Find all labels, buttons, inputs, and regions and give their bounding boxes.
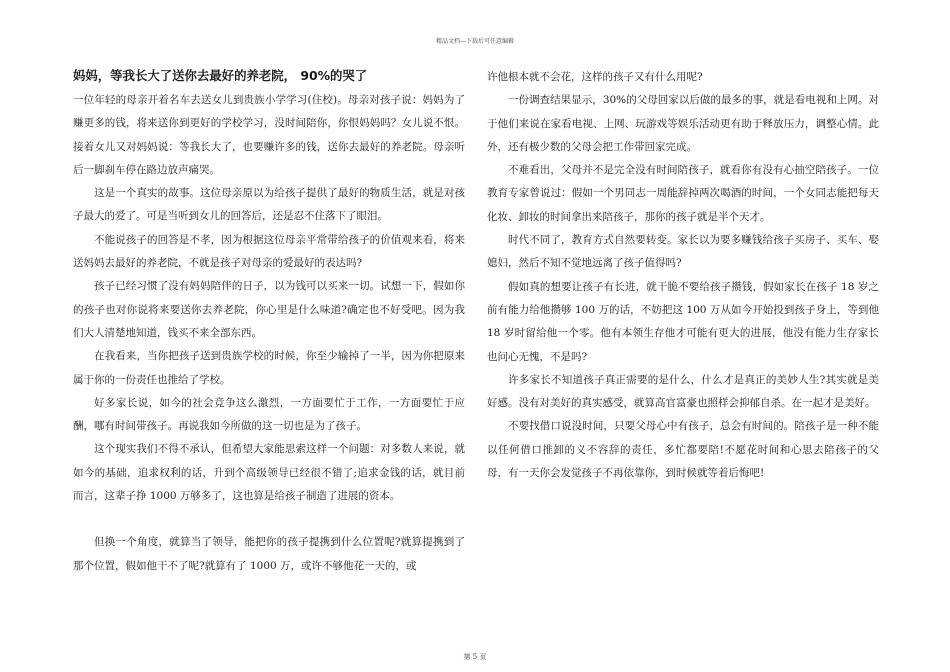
paragraph: 时代不同了，教育方式自然要转变。家长以为要多赚钱给孩子买房子、买车、娶媳妇，然后不知不觉地远离了孩子值得吗? <box>487 234 879 270</box>
paragraph: 许他根本就不会花，这样的孩子又有什么用呢? <box>487 71 703 83</box>
paragraph: 这个现实我们不得不承认，但希望大家能思索这样一个问题：对多数人来说，就如今的基础，追求权利的话，升到个高级领导已经很不错了;追求金钱的话，就目前而言，这辈子挣 1000 万够多了，这也算是给孩子制造了进展的资本。 <box>73 443 465 503</box>
right-column <box>487 66 879 485</box>
paragraph: 但换一个角度，就算当了领导，能把你的孩子提携到什么位置呢?就算提携到了那个位置，假如他干不了呢?就算有了 1000 万，或许不够他花一天的，或 <box>73 536 465 572</box>
paragraph: 许多家长不知道孩子真正需要的是什么，什么才是真正的美妙人生?其实就是美好感。没有对美好的真实感受，就算高官富豪也照样会抑郁自杀。在一起才是美好。 <box>487 373 879 410</box>
left-column <box>73 66 465 578</box>
paragraph: 假如真的想要让孩子有长进，就干脆不要给孩子攒钱，假如家长在孩子 18 岁之前有能力给他攒够 100 万的话，不妨把这 100 万从如今开始投到孩子身上，等到他 18 岁时留给他一个零。他有本领生存他才可能有更大的进展，他没有能力生存家长也问心无愧，不是吗? <box>487 280 879 363</box>
page-number: 第 5 页 <box>463 653 487 661</box>
paragraph: 这是一个真实的故事。这位母亲原以为给孩子提供了最好的物质生活，就是对孩子最大的爱了。可是当听到女儿的回答后，还是忍不住落下了眼泪。 <box>73 187 465 223</box>
paragraph: 一份调查结果显示，30%的父母回家以后做的最多的事，就是看电视和上网。对于他们来说在家看电视、上网、玩游戏等娱乐活动更有助于释放压力，调整心情。此外，还有极少数的父母会把工作带回家完成。 <box>487 94 879 153</box>
paragraph: 在我看来，当你把孩子送到贵族学校的时候，你至少输掉了一半，因为你把原来属于你的一份责任也推给了学校。 <box>73 350 465 386</box>
paragraph-gap <box>73 508 465 531</box>
paragraph: 一位年轻的母亲开着名车去送女儿到贵族小学学习(住校)。母亲对孩子说：妈妈为了赚更多的钱，将来送你到更好的学校学习，没时间陪你，你恨妈妈吗？女儿说不恨。接着女儿又对妈妈说：等我长大了，也要赚许多的钱，送你去最好的养老院。母亲听后一脚刹车停在路边放声痛哭。 <box>73 94 465 176</box>
paragraph: 不能说孩子的回答是不孝，因为根据这位母亲平常带给孩子的价值观来看，将来送妈妈去最好的养老院，不就是孩子对母亲的爱最好的表达吗? <box>73 233 465 270</box>
paragraph: 孩子已经习惯了没有妈妈陪伴的日子，以为钱可以买来一切。试想一下，假如你的孩子也对你说将来要送你去养老院，你心里是什么味道?确定也不好受吧。因为我们大人清楚地知道，钱买不来全部东西。 <box>73 280 465 339</box>
paragraph: 好多家长说，如今的社会竞争这么激烈，一方面要忙于工作，一方面要忙于应酬，哪有时间带孩子。再说我如今所做的这一切也是为了孩子。 <box>73 396 465 433</box>
paragraph: 不难看出，父母并不是完全没有时间陪孩子，就看你有没有心抽空陪孩子。一位教育专家曾说过：假如一个男同志一周能辞掉两次喝酒的时间，一个女同志能把每天化妆、卸妆的时间拿出来陪孩子，那你的孩子就是半个天才。 <box>487 164 879 223</box>
page-header: 精品文档---下载后可任意编辑 <box>435 38 515 45</box>
paragraph: 不要找借口说没时间，只要父母心中有孩子，总会有时间的。陪孩子是一种不能以任何借口推卸的义不容辞的责任，多忙都要陪!不愿花时间和心思去陪孩子的父母，有一天你会发觉孩子不再依靠你，到时候就等着后悔吧! <box>487 420 879 480</box>
article-title: 妈妈，等我长大了送你去最好的养老院， 90%的哭了 <box>73 68 368 83</box>
